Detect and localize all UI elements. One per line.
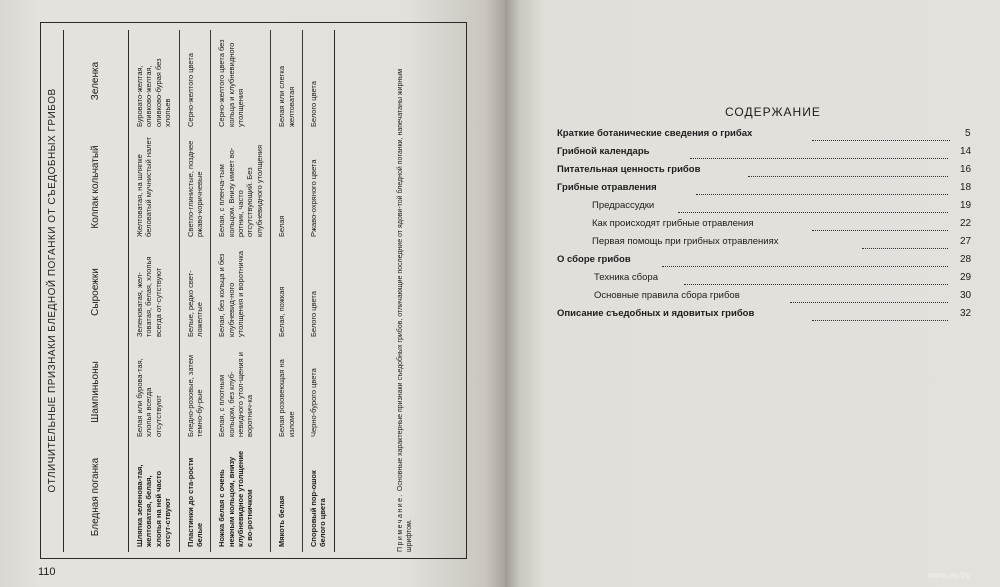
table-cell: Белого цвета [302,242,334,342]
toc-entry[interactable] [557,146,649,157]
toc-entry-page: 16 [960,164,972,175]
toc-entry[interactable] [557,164,700,175]
toc-entry-title: Питательная ценность грибов [557,164,701,175]
table-cell: Серно-желтого цвета без кольца и клубневидного утолщения [211,30,271,132]
comparison-table [63,30,335,552]
table-cell: Черно-бурого цвета [302,342,334,442]
toc-leader [690,158,948,159]
toc-entry[interactable] [594,290,740,301]
toc-entry-page: 5 [965,128,971,139]
table-cell: Белая, без кольца и без клубневид-ного утолщения и воротничка [211,242,271,342]
toc-leader [662,266,948,267]
toc-entry-title: Первая помощь при грибных отравлениях [592,236,779,247]
header-gypsy-mushroom: Колпак кольчатый [64,132,129,242]
table-cell: Белая розовеющая на изломе [271,342,303,442]
toc-leader [812,140,950,141]
table-cell: Пластинки до ста-рости белые [179,442,211,552]
header-champignons: Шампиньоны [64,342,129,442]
table-cell: Ножка белая с очень нежным кольцом, внизу клубневидное утолщение с во-ротничком [211,442,271,552]
toc-entry-title: Грибные отравления [557,182,657,193]
toc-entry-title: Основные правила сбора грибов [594,290,740,301]
header-greenfinch: Зеленка [64,30,129,132]
table-cell: Светло-глинистые, позднее ржаво-коричневые [179,132,211,242]
toc-title: СОДЕРЖАНИЕ [725,105,821,119]
comparison-table-frame [40,22,467,559]
toc-leader [812,230,948,231]
table-cell: Желтоватая, на шляпке беловатый мучнистый налет [129,132,180,242]
toc-entry-title: Предрассудки [592,200,655,211]
toc-entry-page: 30 [960,290,972,301]
table-cell: Мякоть белая [271,442,303,552]
toc-leader [696,194,948,195]
toc-leader [748,176,948,177]
table-row [179,30,211,552]
table-cell: Белая, с пленча-тым кольцом. Внизу имеет во-ротник, часто отсутствующий. Без клубневидного утолщения [211,132,271,242]
table-cell: Белого цвета [302,30,334,132]
table-cell: Белая или бурова-тая, хлопья всегда отсутствуют [129,342,180,442]
toc-entry[interactable] [557,308,754,319]
table-cell: Белая, пожкая [271,242,303,342]
toc-entry-title: Как происходят грибные отравления [592,218,754,229]
toc-entry-page: 18 [960,182,972,193]
table-cell: Ржаво-охряного цвета [302,132,334,242]
table-cell: Споровый пор-ошок белого цвета [302,442,334,552]
toc-entry-title: Грибной календарь [557,146,650,157]
header-russula: Сыроежки [64,242,129,342]
toc-entry-page: 27 [960,236,972,247]
toc-entry-title: Краткие ботанические сведения о грибах [557,128,753,139]
toc-entry-page: 14 [960,146,972,157]
watermark-text: www.ay.by [928,570,971,580]
toc-entry[interactable] [557,254,631,265]
toc-entry-title: Техника сбора [594,272,658,283]
toc-entry-page: 22 [960,218,972,229]
toc-leader [812,320,948,321]
table-row [129,30,180,552]
table-cell: Белая или слегка желтоватая [271,30,303,132]
toc-entry-page: 32 [960,308,972,319]
footnote-text: Основные характерные признаки съедобных грибов, отличающие последние от ядови-той бледной поганки, напечатаны жирным шрифтом. [397,68,414,552]
table-row [302,30,334,552]
toc-entry[interactable] [557,182,657,193]
right-page [505,0,1000,587]
rotated-table-content [41,23,466,558]
table-cell: Буровато-желтая, оливково-желтая, оливково-бурая без хлопьев [129,30,180,132]
table-cell: Белые, редко свет-ложелтые [179,242,211,342]
toc-entry[interactable] [592,236,778,247]
toc-leader [790,302,948,303]
table-row [211,30,271,552]
table-header-row [64,30,129,552]
table-cell: Бледно-розовые, затем темно-бу-рые [179,342,211,442]
table-cell: Серно-желтого цвета [179,30,211,132]
toc-leader [862,248,948,249]
toc-entry[interactable] [594,272,658,283]
table-cell: Белая [271,132,303,242]
table-footnote [396,40,415,552]
toc-leader [678,212,948,213]
footnote-label: Примечание. [397,493,404,552]
toc-entry-page: 19 [960,200,972,211]
toc-entry[interactable] [557,128,752,139]
table-cell: Белая, с плотным кольцом, без клуб-невидного утол-щения и воротнич-ка [211,342,271,442]
table-title: ОТЛИЧИТЕЛЬНЫЕ ПРИЗНАКИ БЛЕДНОЙ ПОГАНКИ ОТ СЪЕДОБНЫХ ГРИБОВ [47,88,58,493]
toc-entry[interactable] [592,218,754,229]
page-number-left: 110 [38,566,56,578]
table-row [271,30,303,552]
table-cell: Зеленоватая, жел-товатая, белая, хлопья всегда от-сутствуют [129,242,180,342]
header-death-cap: Бледная поганка [64,442,129,552]
toc-entry-page: 29 [960,272,972,283]
toc-entry-page: 28 [960,254,972,265]
toc-entry-title: Описание съедобных и ядовитых грибов [557,308,755,319]
table-cell: Шляпка зеленова-тая, желтоватая, белая, хлопья на ней часто отсут-ствуют [129,442,180,552]
toc-leader [684,284,948,285]
toc-entry-title: О сборе грибов [557,254,631,265]
toc-entry[interactable] [592,200,654,211]
